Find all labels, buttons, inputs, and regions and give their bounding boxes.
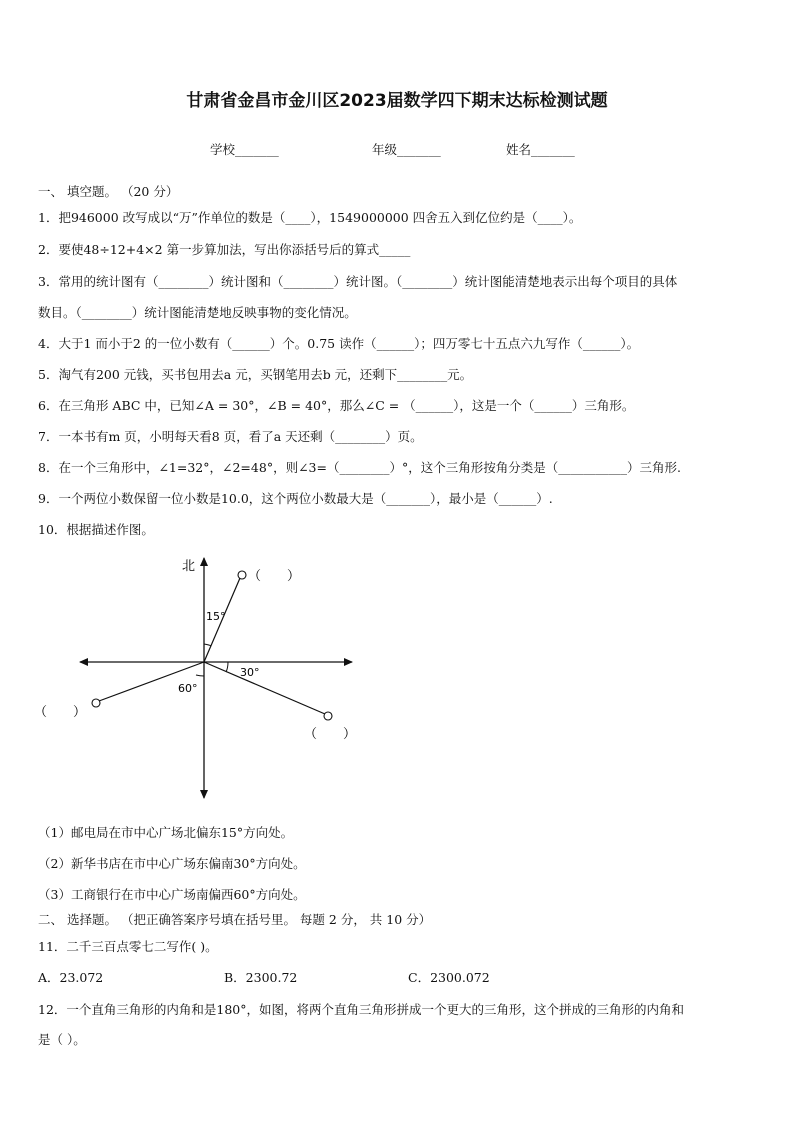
- question-2: 2．要使48÷12+4×2 第一步算加法，写出你添括号后的算式_____: [38, 242, 411, 257]
- question-5: 5．淘气有200 元钱，买书包用去a 元，买钢笔用去b 元，还剩下________元。: [38, 367, 473, 382]
- question-12-line-1: 12．一个直角三角形的内角和是180°，如图，将两个直角三角形拼成一个更大的三角形，这个拼成的三角形的内角和: [38, 1002, 685, 1017]
- question-12-line-2: 是（ ）。: [38, 1032, 86, 1047]
- question-11-option-a: A．23.072: [38, 970, 104, 985]
- question-1: 1．把946000 改写成以“万”作单位的数是（____），1549000000 四舍五入到亿位约是（____）。: [38, 210, 582, 225]
- question-3-line-2: 数目。（________）统计图能清楚地反映事物的变化情况。: [38, 305, 357, 320]
- name-field: 姓名_______: [506, 142, 575, 157]
- question-8: 8．在一个三角形中，∠1=32°，∠2=48°，则∠3=（________）°，这个三角形按角分类是（___________）三角形.: [38, 460, 681, 475]
- direction-diagram: [0, 540, 400, 805]
- section-1-heading: 一、 填空题。 （20 分）: [38, 184, 179, 199]
- blank-bank: （ ）: [34, 705, 87, 720]
- question-4: 4．大于1 而小于2 的一位小数有（______）个。0.75 读作（______）；四万零七十五点六九写作（______）。: [38, 336, 640, 351]
- angle-15-label: 15°: [206, 610, 226, 623]
- arc-60: [196, 675, 204, 676]
- blank-bookstore: （ ）: [304, 727, 357, 742]
- angle-60-label: 60°: [178, 682, 198, 695]
- question-9: 9．一个两位小数保留一位小数是10.0，这个两位小数最大是（_______），最小是（______）.: [38, 491, 553, 506]
- north-label: 北: [182, 559, 196, 574]
- page-title: 甘肃省金昌市金川区2023届数学四下期末达标检测试题: [186, 91, 608, 111]
- arc-30: [226, 662, 228, 672]
- point-post-office: [238, 571, 246, 579]
- point-bank: [92, 699, 100, 707]
- blank-post-office: （ ）: [248, 569, 301, 584]
- angle-30-label: 30°: [240, 666, 260, 679]
- question-11: 11．二千三百点零七二写作( )。: [38, 939, 218, 954]
- arc-15: [204, 644, 211, 646]
- section-2-heading: 二、 选择题。 （把正确答案序号填在括号里。 每题 2 分， 共 10 分）: [38, 912, 432, 927]
- question-6: 6．在三角形 ABC 中，已知∠A = 30°，∠B = 40°，那么∠C = （______），这是一个（______）三角形。: [38, 398, 635, 413]
- question-11-option-c: C．2300.072: [408, 970, 490, 985]
- grade-field: 年级_______: [372, 142, 441, 157]
- point-bookstore: [324, 712, 332, 720]
- description-1: （1）邮电局在市中心广场北偏东15°方向处。: [38, 825, 294, 840]
- description-3: （3）工商银行在市中心广场南偏西60°方向处。: [38, 887, 306, 902]
- school-field: 学校_______: [210, 142, 279, 157]
- question-3-line-1: 3．常用的统计图有（________）统计图和（________）统计图。（________）统计图能清楚地表示出每个项目的具体: [38, 274, 678, 289]
- ray-east-south: [204, 662, 325, 714]
- question-7: 7．一本书有m 页，小明每天看8 页，看了a 天还剩（________）页。: [38, 429, 423, 444]
- question-10: 10．根据描述作图。: [38, 522, 154, 537]
- description-2: （2）新华书店在市中心广场东偏南30°方向处。: [38, 856, 306, 871]
- question-11-option-b: B．2300.72: [224, 970, 298, 985]
